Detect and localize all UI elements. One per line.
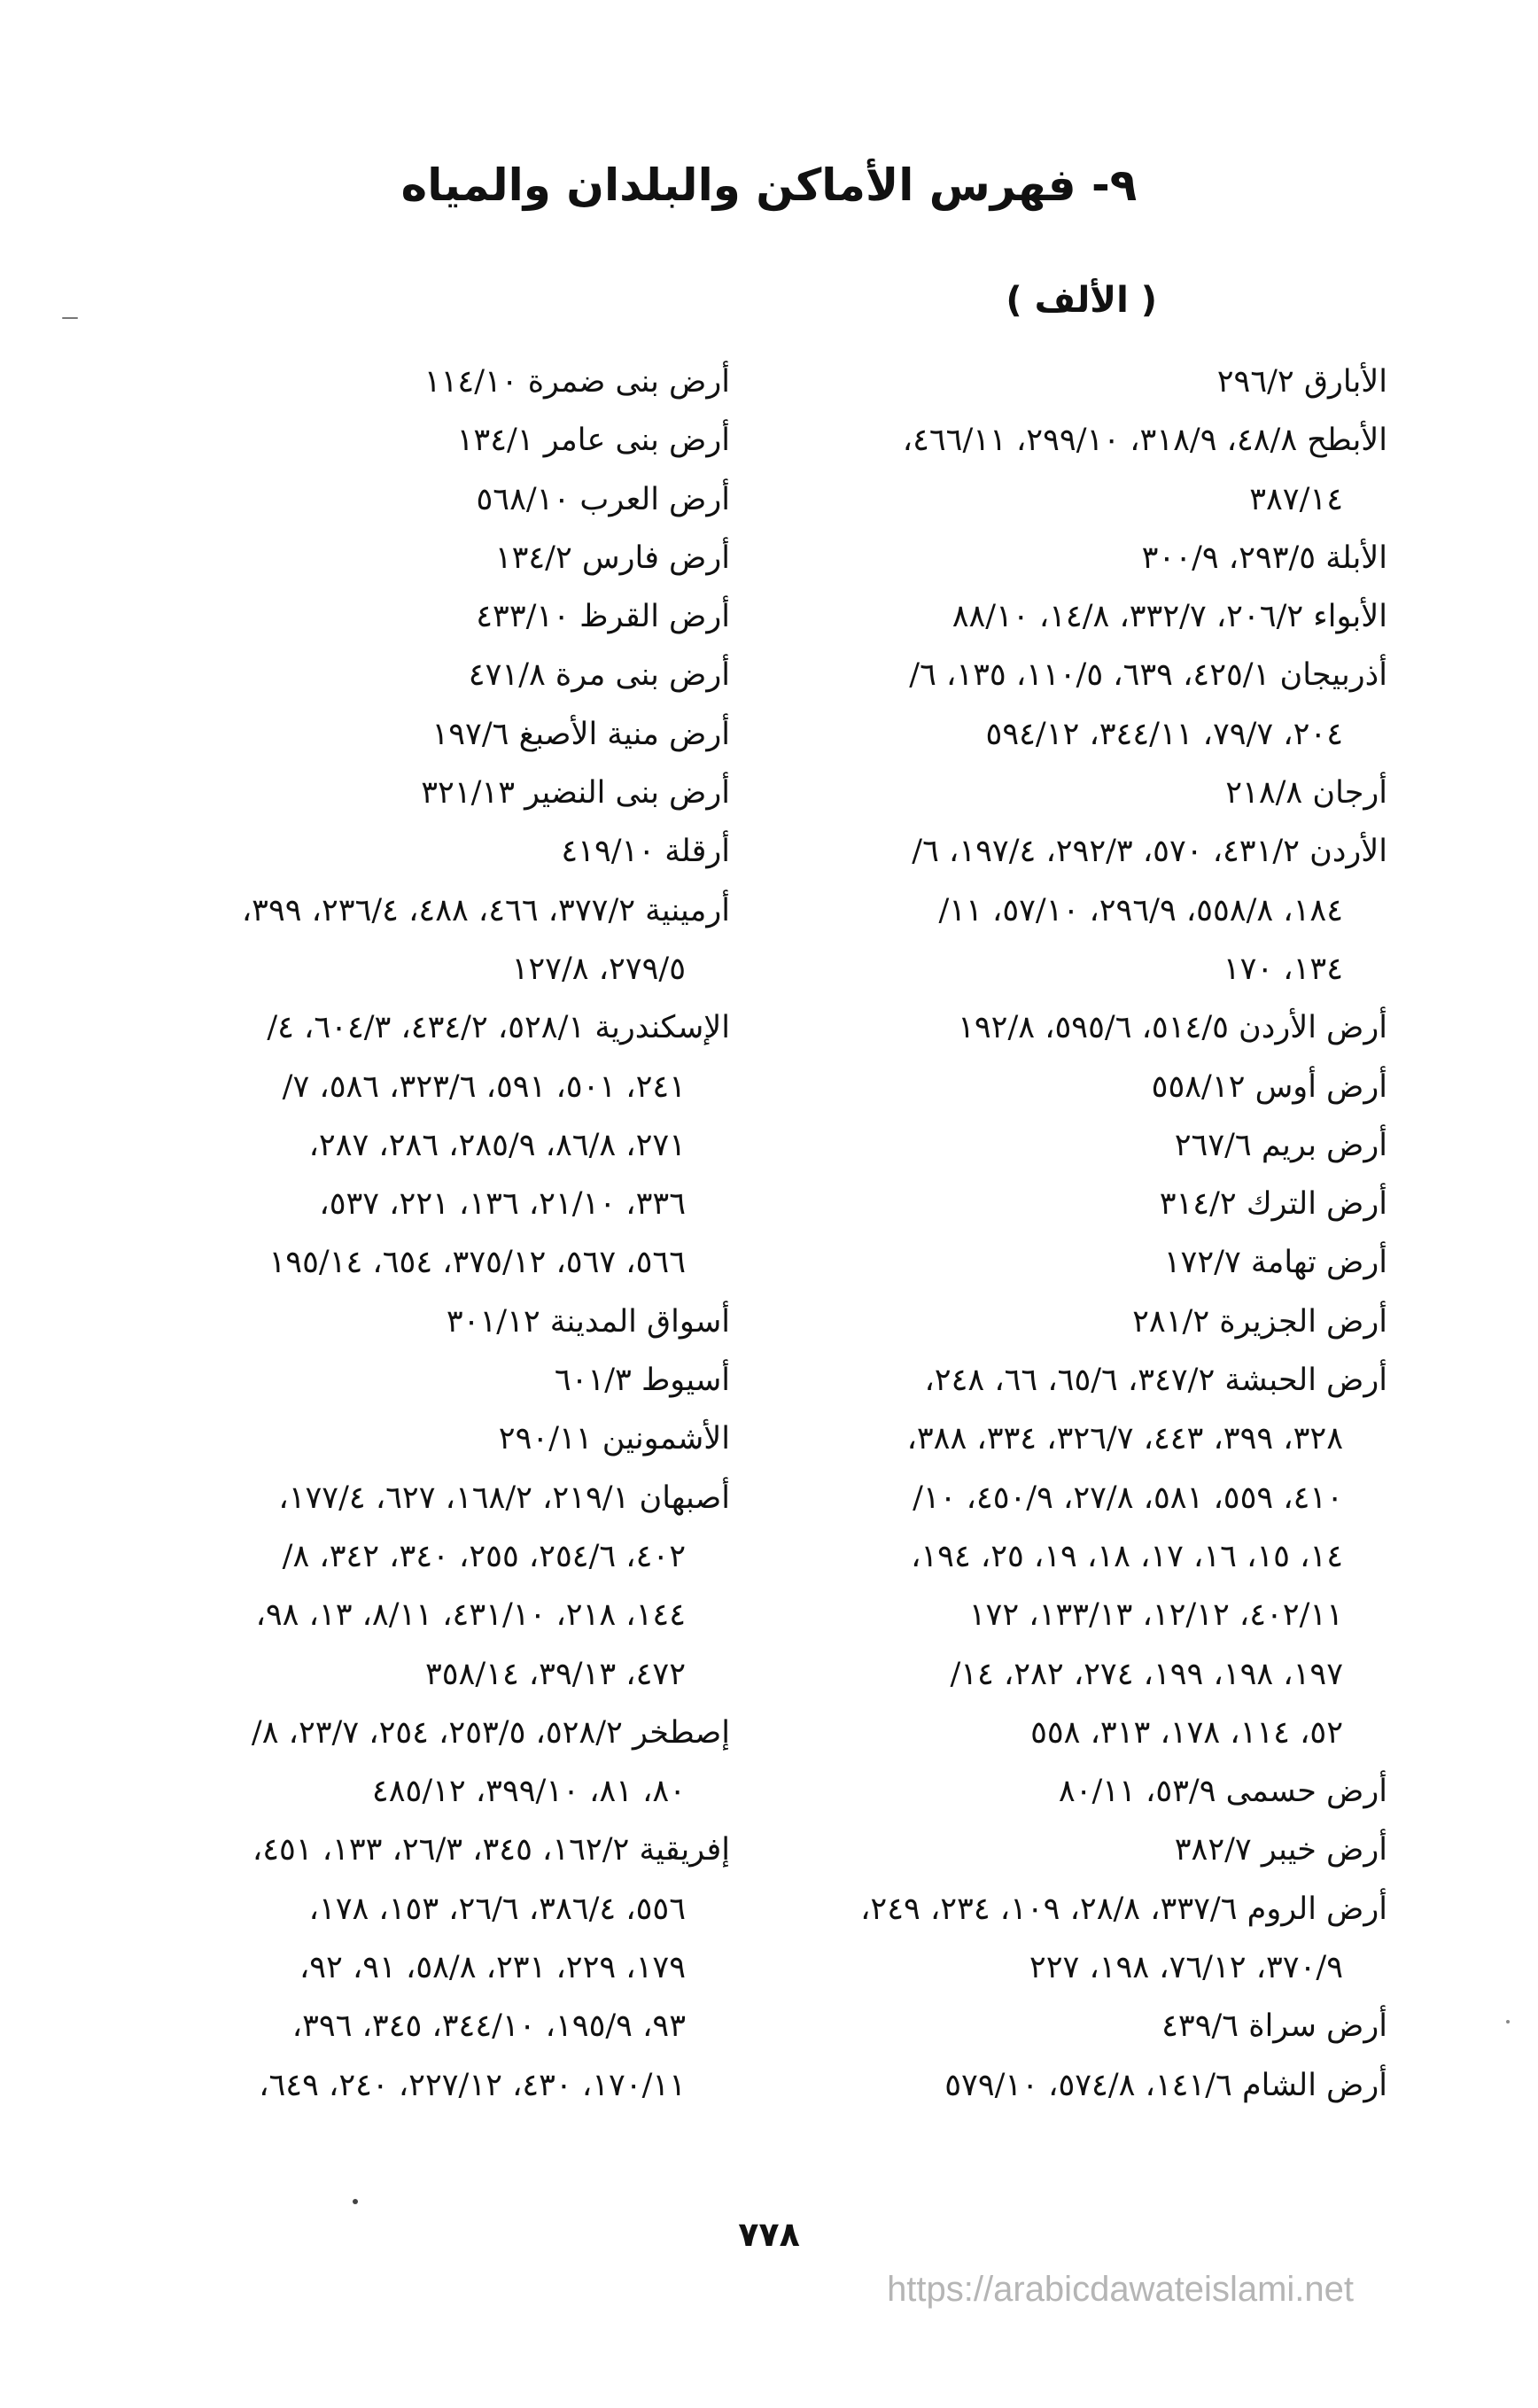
index-entry: أرض بنى ضمرة ١١٤/١٠ xyxy=(423,364,730,400)
index-entry: أرض سراة ٤٣٩/٦ xyxy=(1161,2008,1387,2045)
index-entry: أرمينية ٣٧٧/٢، ٤٦٦، ٤٨٨، ٢٣٦/٤، ٣٩٩، xyxy=(241,892,730,928)
index-column-left xyxy=(74,353,730,2115)
index-entry: أرض منية الأصبغ ١٩٧/٦ xyxy=(431,716,730,752)
index-entry: أرض فارس ١٣٤/٢ xyxy=(494,540,730,576)
index-entry: الإسكندرية ٥٢٨/١، ٤٣٤/٢، ٦٠٤/٣، ٤/ xyxy=(267,1010,730,1046)
index-entry: أرض العرب ٥٦٨/١٠ xyxy=(476,481,730,517)
index-entry: أصبهان ٢١٩/١، ١٦٨/٢، ٦٢٧، ١٧٧/٤، xyxy=(278,1480,730,1516)
index-entry: أسواق المدينة ٣٠١/١٢ xyxy=(446,1303,730,1340)
index-entry-continuation: ٣٧٠/٩، ٧٦/١٢، ١٩٨، ٢٢٧ xyxy=(1029,1950,1343,1986)
section-heading-alif: ( الألف ) xyxy=(1006,280,1157,321)
index-entry-continuation: ٢٠٤، ٧٩/٧، ٣٤٤/١١، ٥٩٤/١٢ xyxy=(985,716,1343,752)
page-title: ٩- فهرس الأماكن والبلدان والمياه xyxy=(400,159,1138,211)
index-entry: أذربيجان ٤٢٥/١، ٦٣٩، ١١٠/٥، ١٣٥، ٦/ xyxy=(909,657,1387,694)
index-entry-continuation: ٣٨٧/١٤ xyxy=(1249,481,1343,517)
index-entry-continuation: ٢٤١، ٥٠١، ٥٩١، ٣٢٣/٦، ٥٨٦، ٧/ xyxy=(282,1068,686,1105)
index-entry: الأبلة ٢٩٣/٥، ٣٠٠/٩ xyxy=(1141,540,1387,576)
index-entry: الأبارق ٢٩٦/٢ xyxy=(1216,364,1387,400)
index-entry-continuation: ٣٣٦، ٢١/١٠، ١٣٦، ٢٢١، ٥٣٧، xyxy=(319,1186,686,1223)
index-entry-continuation: ١٣٤، ١٧٠ xyxy=(1223,951,1343,987)
index-entry-continuation: ٥٥٦، ٣٨٦/٤، ٢٦/٦، ١٥٣، ١٧٨، xyxy=(308,1891,686,1927)
index-entry: أرض بريم ٢٦٧/٦ xyxy=(1174,1127,1387,1163)
index-entry-continuation: ٢٧١، ٨٦/٨، ٢٨٥/٩، ٢٨٦، ٢٨٧، xyxy=(308,1127,686,1163)
index-entry-continuation: ١٤، ١٥، ١٦، ١٧، ١٨، ١٩، ٢٥، ١٩٤، xyxy=(911,1538,1343,1574)
index-entry-continuation: ٤١٠، ٥٥٩، ٥٨١، ٢٧/٨، ٤٥٠/٩، ١٠/ xyxy=(913,1480,1343,1516)
index-entry-continuation: ٤٠٢، ٢٥٤/٦، ٢٥٥، ٣٤٠، ٣٤٢، ٨/ xyxy=(282,1538,686,1574)
index-entry-continuation: ١٤٤، ٢١٨، ٤٣١/١٠، ٨/١١، ١٣، ٩٨، xyxy=(255,1597,686,1634)
index-entry: الأبواء ٢٠٦/٢، ٣٣٢/٧، ١٤/٨، ٨٨/١٠ xyxy=(952,599,1387,635)
index-entry: أرض خيبر ٣٨٢/٧ xyxy=(1174,1832,1387,1868)
index-entry-continuation: ٨٠، ٨١، ٣٩٩/١٠، ٤٨٥/١٢ xyxy=(371,1774,686,1810)
index-entry-continuation: ١٧٠/١١، ٤٣٠، ٢٢٧/١٢، ٢٤٠، ٦٤٩، xyxy=(259,2067,686,2103)
index-entry: أرض الروم ٣٣٧/٦، ٢٨/٨، ١٠٩، ٢٣٤، ٢٤٩، xyxy=(860,1891,1387,1927)
index-entry-continuation: ٢٧٩/٥، ١٢٧/٨ xyxy=(511,951,686,987)
index-entry: الأشمونين ٢٩٠/١١ xyxy=(498,1421,730,1457)
index-entry: أرض أوس ٥٥٨/١٢ xyxy=(1151,1068,1387,1105)
index-entry: أرض حسمى ٥٣/٩، ٨٠/١١ xyxy=(1058,1774,1387,1810)
scan-speck xyxy=(1506,2020,1510,2023)
index-entry: إصطخر ٥٢٨/٢، ٢٥٣/٥، ٢٥٤، ٢٣/٧، ٨/ xyxy=(251,1714,730,1751)
index-entry: أرض بنى النضير ٣٢١/١٣ xyxy=(421,775,730,812)
index-entry: أرض الجزيرة ٢٨١/٢ xyxy=(1132,1303,1387,1340)
index-entry-continuation: ٩٣، ١٩٥/٩، ٣٤٤/١٠، ٣٤٥، ٣٩٦، xyxy=(291,2008,686,2045)
index-entry: أرض القرظ ٤٣٣/١٠ xyxy=(476,599,730,635)
index-entry: أرض بنى مرة ٤٧١/٨ xyxy=(468,657,730,694)
scan-speck xyxy=(62,317,78,319)
index-entry: أرض بنى عامر ١٣٤/١ xyxy=(456,423,730,459)
index-entry: الأردن ٤٣١/٢، ٥٧٠، ٢٩٢/٣، ١٩٧/٤، ٦/ xyxy=(912,834,1387,870)
page-number: ٧٧٨ xyxy=(738,2215,800,2254)
index-column-right xyxy=(732,353,1387,2115)
index-entry-continuation: ٤٠٢/١١، ١٢/١٢، ١٣٣/١٣، ١٧٢ xyxy=(968,1597,1343,1634)
scan-speck xyxy=(353,2199,358,2204)
index-entry: أرض الحبشة ٣٤٧/٢، ٦٥/٦، ٦٦، ٢٤٨، xyxy=(924,1363,1387,1399)
index-entry-continuation: ١٩٧، ١٩٨، ١٩٩، ٢٧٤، ٢٨٢، ١٤/ xyxy=(950,1656,1343,1692)
index-entry: الأبطح ٤٨/٨، ٣١٨/٩، ٢٩٩/١٠، ٤٦٦/١١، xyxy=(902,423,1387,459)
index-entry-continuation: ٣٢٨، ٣٩٩، ٤٤٣، ٣٢٦/٧، ٣٣٤، ٣٨٨، xyxy=(906,1421,1343,1457)
index-entry: أسيوط ٦٠١/٣ xyxy=(554,1363,730,1399)
index-entry: أرض الترك ٣١٤/٢ xyxy=(1159,1186,1387,1223)
index-entry: أرض تهامة ١٧٢/٧ xyxy=(1163,1245,1387,1281)
index-entry: أرض الأردن ٥١٤/٥، ٥٩٥/٦، ١٩٢/٨ xyxy=(958,1010,1387,1046)
index-entry-continuation: ١٨٤، ٥٥٨/٨، ٢٩٦/٩، ٥٧/١٠، ١١/ xyxy=(938,892,1343,928)
index-entry-continuation: ٤٧٢، ٣٩/١٣، ٣٥٨/١٤ xyxy=(424,1656,686,1692)
index-entry-continuation: ٥٢، ١١٤، ١٧٨، ٣١٣، ٥٥٨ xyxy=(1030,1714,1343,1751)
index-entry: إفريقية ١٦٢/٢، ٣٤٥، ٢٦/٣، ١٣٣، ٤٥١، xyxy=(252,1832,730,1868)
index-entry-continuation: ١٧٩، ٢٢٩، ٢٣١، ٥٨/٨، ٩١، ٩٢، xyxy=(299,1950,686,1986)
watermark-url: https://arabicdawateislami.net xyxy=(887,2270,1354,2309)
index-entry-continuation: ٥٦٦، ٥٦٧، ٣٧٥/١٢، ٦٥٤، ١٩٥/١٤ xyxy=(268,1245,686,1281)
index-entry: أرقلة ٤١٩/١٠ xyxy=(561,834,730,870)
index-entry: أرجان ٢١٨/٨ xyxy=(1225,775,1387,812)
index-entry: أرض الشام ١٤١/٦، ٥٧٤/٨، ٥٧٩/١٠ xyxy=(944,2067,1387,2103)
